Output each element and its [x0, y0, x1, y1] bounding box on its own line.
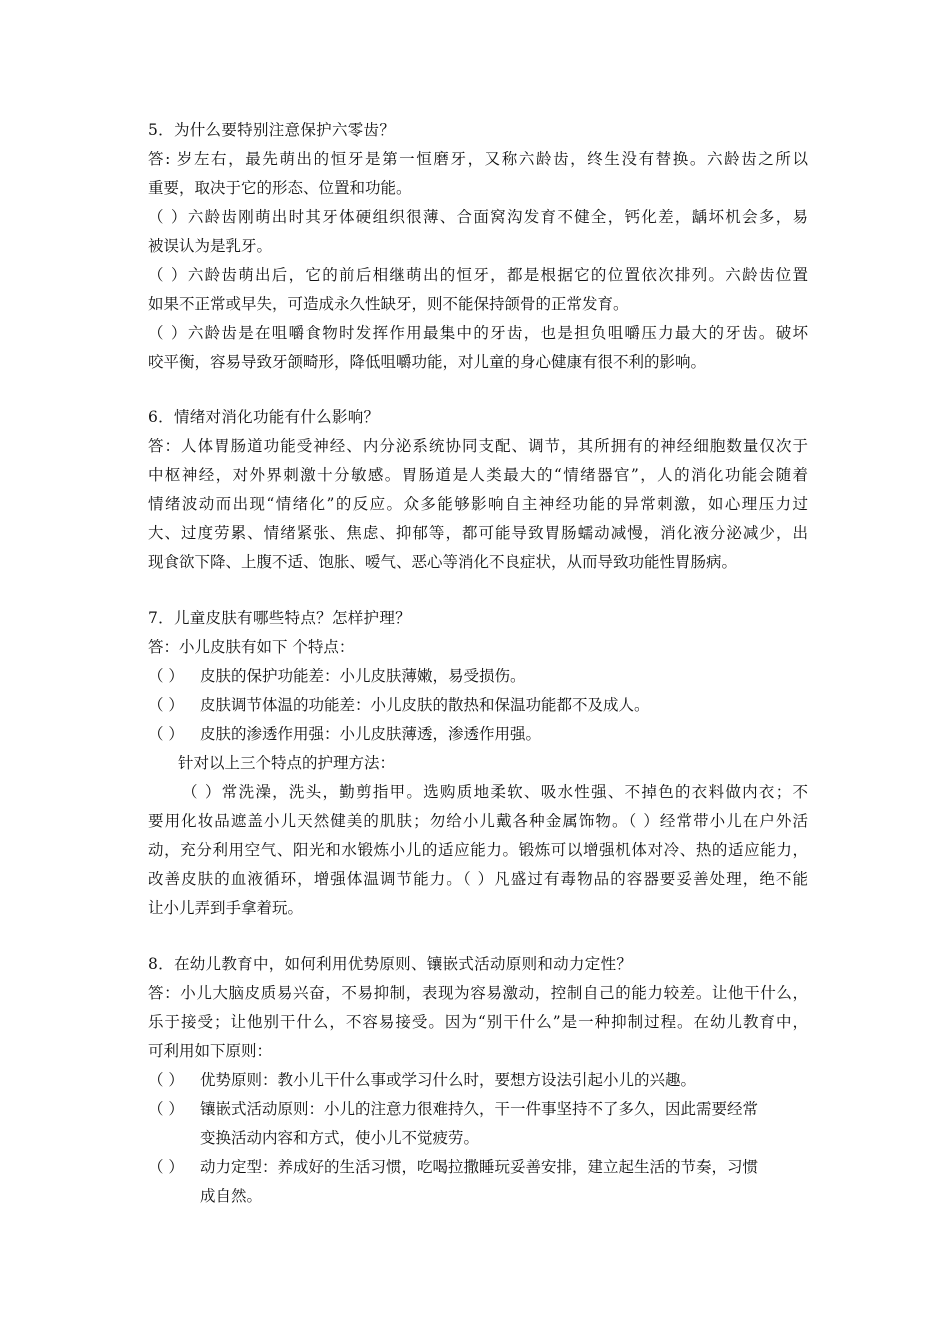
q5-line-5: （ ）六龄齿萌出后，它的前后相继萌出的恒牙，都是根据它的位置依次排列。六龄齿位置: [148, 266, 808, 284]
q8-item-2: [148, 1099, 808, 1119]
q8-line-2: 乐于接受；让他别干什么，不容易接受。因为“别干什么”是一种抑制过程。在幼儿教育中，: [148, 1013, 808, 1031]
q7-care-title: 针对以上三个特点的护理方法：: [178, 754, 396, 772]
q5-line-2: 重要，取决于它的形态、位置和功能。: [148, 179, 412, 197]
q5-line-6: 如果不正常或早失，可造成永久性缺牙，则不能保持颌骨的正常发育。: [148, 295, 629, 313]
q5-line-8: 咬平衡，容易导致牙颌畸形，降低咀嚼功能，对儿童的身心健康有很不利的影响。: [148, 353, 707, 371]
q7-item-2: [148, 695, 808, 715]
q7-care-line-2: 要用化妆品遮盖小儿天然健美的肌肤；勿给小儿戴各种金属饰物。（ ）经常带小儿在户外活: [148, 812, 808, 830]
q8-line-1: 答：小儿大脑皮质易兴奋，不易抑制，表现为容易激动，控制自己的能力较差。让他干什么，: [148, 984, 808, 1002]
q7-item-3-text: 皮肤的渗透作用强：小儿皮肤薄透，渗透作用强。: [200, 725, 542, 743]
q5-title: 5．为什么要特别注意保护六零齿？: [148, 121, 396, 139]
q7-care-line-4: 改善皮肤的血液循环，增强体温调节能力。（ ）凡盛过有毒物品的容器要妥善处理，绝不能: [148, 870, 808, 888]
q5-line-4: 被误认为是乳牙。: [148, 237, 273, 255]
q7-item-1: [148, 666, 808, 686]
q8-item-3-marker: （ ）: [148, 1158, 184, 1176]
q5-line-3: （ ）六龄齿刚萌出时其牙体硬组织很薄、合面窝沟发育不健全，钙化差，龋坏机会多，易: [148, 208, 808, 226]
q7-item-1-text: 皮肤的保护功能差：小儿皮肤薄嫩，易受损伤。: [200, 667, 526, 685]
q7-care-line-5: 让小儿弄到手拿着玩。: [148, 899, 304, 917]
q8-item-1-marker: （ ）: [148, 1071, 184, 1089]
q7-care-line-1: （ ）常洗澡，洗头，勤剪指甲。选购质地柔软、吸水性强、不掉色的衣料做内衣；不: [182, 783, 808, 801]
q6-line-2: 中枢神经，对外界刺激十分敏感。胃肠道是人类最大的“情绪器官”，人的消化功能会随着: [148, 466, 808, 484]
q6-line-3: 情绪波动而出现“情绪化”的反应。众多能够影响自主神经功能的异常刺激，如心理压力过: [148, 495, 808, 513]
q7-item-3-marker: （ ）: [148, 725, 184, 743]
q8-item-2-marker: （ ）: [148, 1100, 184, 1118]
q8-line-3: 可利用如下原则：: [148, 1042, 273, 1060]
q7-title: 7．儿童皮肤有哪些特点？怎样护理？: [148, 609, 411, 627]
q8-item-3-continuation: 成自然。: [200, 1187, 263, 1205]
q7-intro: 答：小儿皮肤有如下 个特点：: [148, 638, 355, 656]
q5-line-1: 答: 岁左右，最先萌出的恒牙是第一恒磨牙，又称六龄齿，终生没有替换。六龄齿之所以: [148, 150, 808, 168]
q8-item-2-continuation: 变换活动内容和方式，使小儿不觉疲劳。: [200, 1129, 480, 1147]
q8-item-3-text: 动力定型：养成好的生活习惯，吃喝拉撒睡玩妥善安排，建立起生活的节奏，习惯: [200, 1158, 759, 1176]
q5-line-7: （ ）六龄齿是在咀嚼食物时发挥作用最集中的牙齿，也是担负咀嚼压力最大的牙齿。破坏: [148, 324, 808, 342]
q7-item-1-marker: （ ）: [148, 667, 184, 685]
q7-item-2-marker: （ ）: [148, 696, 184, 714]
q8-item-3: [148, 1157, 808, 1177]
q7-item-2-text: 皮肤调节体温的功能差：小儿皮肤的散热和保温功能都不及成人。: [200, 696, 650, 714]
q6-line-5: 现食欲下降、上腹不适、饱胀、嗳气、恶心等消化不良症状，从而导致功能性胃肠病。: [148, 553, 738, 571]
q6-line-4: 大、过度劳累、情绪紧张、焦虑、抑郁等，都可能导致胃肠蠕动减慢，消化液分泌减少，出: [148, 524, 808, 542]
q8-item-1: [148, 1070, 808, 1090]
q8-item-1-text: 优势原则：教小儿干什么事或学习什么时，要想方设法引起小儿的兴趣。: [200, 1071, 697, 1089]
q6-line-1: 答：人体胃肠道功能受神经、内分泌系统协同支配、调节，其所拥有的神经细胞数量仅次于: [148, 437, 808, 455]
q8-title: 8．在幼儿教育中，如何利用优势原则、镶嵌式活动原则和动力定性？: [148, 955, 633, 973]
q7-item-3: [148, 724, 808, 744]
q8-item-2-text: 镶嵌式活动原则：小儿的注意力很难持久，干一件事坚持不了多久，因此需要经常: [200, 1100, 759, 1118]
q6-title: 6．情绪对消化功能有什么影响？: [148, 408, 380, 426]
q7-care-line-3: 动，充分利用空气、阳光和水锻炼小儿的适应能力。锻炼可以增强机体对冷、热的适应能力，: [148, 841, 808, 859]
